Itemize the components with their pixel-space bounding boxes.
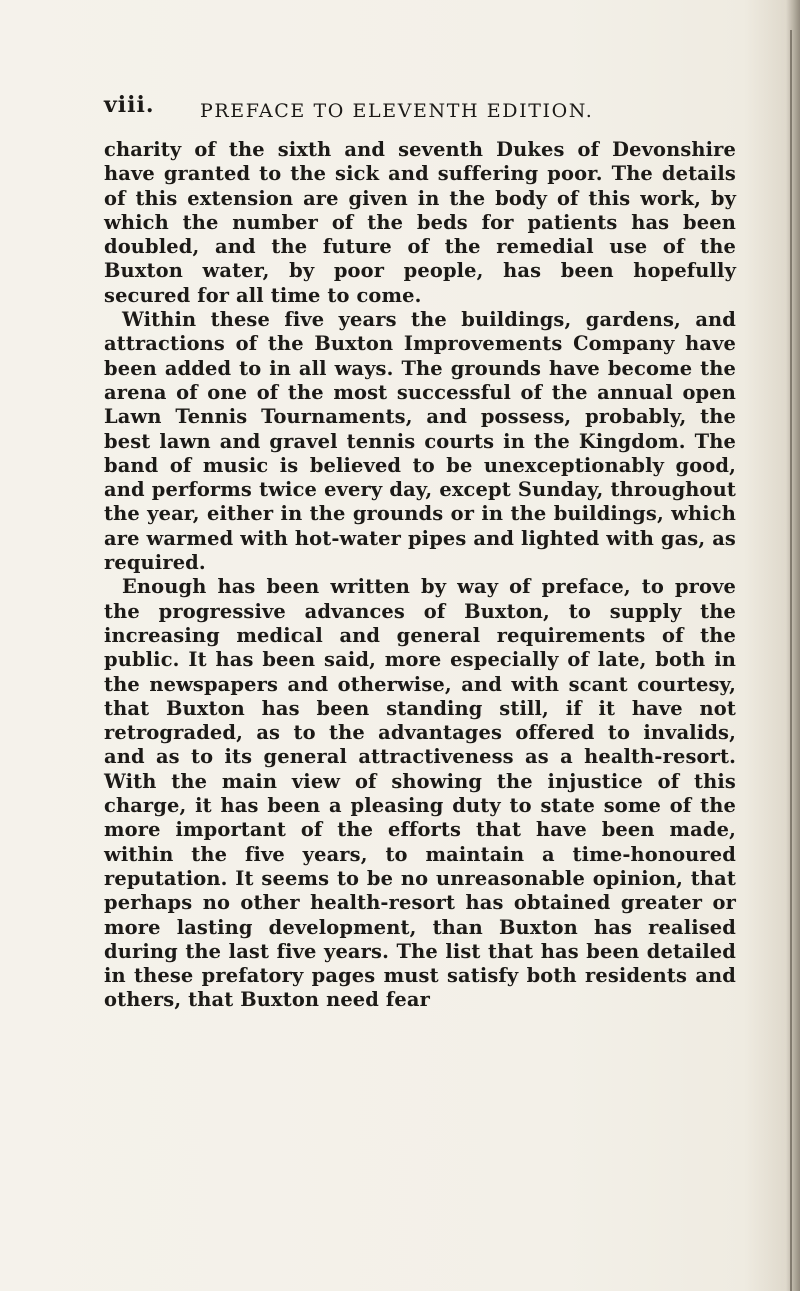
paragraph-3: Enough has been written by way of preface, to prove the progressive advances of Buxton, to supply the increasing medical and general requirements of the public. It has been said, more especially of late, both in the newspapers and otherwise, and with scant courtesy, that Buxton has been standing still, if it have not retrograded, as to the advantages offered to invalids, and as to its general attractiveness as a health-resort. With the main view of showing the injustice of this charge, it has been a pleasing duty to state some of the more important of the efforts that have been made, within the five years, to maintain a time-honoured reputation. It seems to be no unreasonable opinion, that perhaps no other health-resort has obtained greater or more lasting development, than Buxton has realised during the last five years. The list that has been detailed in these prefatory pages must satisfy both residents and others, that Buxton need fear [104,575,736,1012]
paragraph-1: charity of the sixth and seventh Dukes of Devonshire have granted to the sick and suffering poor. The details of this extension are given in the body of this work, by which the number of the beds for patients has been doubled, and the future of the remedial use of the Buxton water, by poor people, has been hopefully secured for all time to come. [104,138,736,307]
paragraph-2: Within these five years the buildings, gardens, and attractions of the Buxton Improvements Company have been added to in all ways. The grounds have become the arena of one of the most successful of the annual open Lawn Tennis Tournaments, and possess, probably, the best lawn and gravel tennis courts in the Kingdom. The band of music is believed to be unexceptionably good, and performs twice every day, except Sunday, throughout the year, either in the grounds or in the buildings, which are warmed with hot-water pipes and lighted with gas, as required. [104,308,736,575]
body-text [104,138,736,1013]
page-binding-shadow [786,0,800,1291]
running-head [104,92,744,132]
running-head-title: PREFACE TO ELEVENTH EDITION. [200,100,594,122]
page-number: viii. [104,92,155,118]
page-binding-edge [790,30,792,1291]
